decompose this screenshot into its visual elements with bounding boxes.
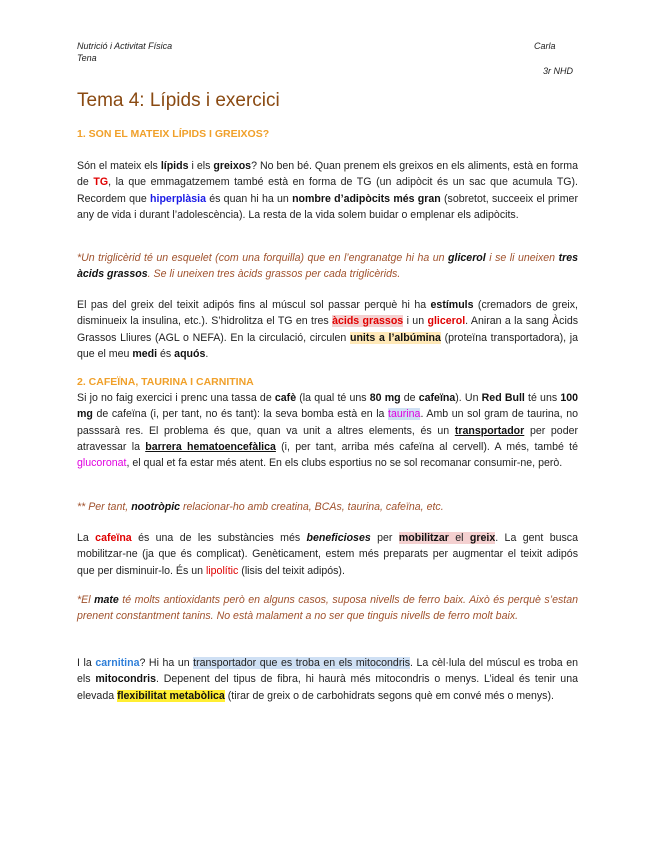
section-1-paragraph-1: Són el mateix els lípids i els greixos? No ben bé. Quan prenem els greixos en els aliments, està en forma de TG, la que emmagatzemem també està en forma de TG (un adipòcit és un sac que acumula TG). Recordem que hiperplàsia és quan hi ha un nombre d’adipòcits més gran (sobretot, succeeix el primer any de vida i durant l’adolescència). La resta de la vida solem buidar o emplenar els adipòcits. (77, 160, 578, 221)
section-2-paragraph-3: I la carnitina? Hi ha un transportador que es troba en els mitocondris. La cèl·lula del múscul es troba en els mitocondris. Depenent del tipus de fibra, hi haurà més mitocondris o menys. L’ideal és tenir una elevada flexibilitat metabòlica (tirar de greix o de carbohidrats segons què em convé més o menys). (77, 657, 579, 702)
header-subject: Nutrició i Activitat Física Tena (77, 41, 173, 63)
section-2-paragraph-1: Si jo no faig exercici i prenc una tassa de cafè (la qual té uns 80 mg de cafeïna). Un Red Bull té uns 100 mg de cafeïna (i, per tant, no és tant): la seva bomba està en la taurina. Amb un sol gram de taurina, no passsarà res. El problema és que, quan va unit a altres elements, és un transportador per poder atravessar la barrera hematoencefàlica (i, per tant, arriba més cafeïna al cervell). A més, també té glucoronat, el qual et fa estar més atent. En els clubs esportius no se sol recomanar consumir-ne, però. (77, 392, 579, 470)
section-1-paragraph-2: El pas del greix del teixit adipós fins al múscul sol passar perquè hi ha estímuls (cremadors de greix, disminueix la insulina, etc.). S’hidrolitza el TG en tres àcids grassos i un glicerol. Aniran a la sang Àcids Grassos Lliures (AGL o NEFA). En la circulació, circulen units a l’albúmina (proteïna transportadora), ja que el meu medi és aquós. (77, 299, 579, 360)
section-2-note-1: ** Per tant, nootròpic relacionar-ho amb creatina, BCAs, taurina, cafeïna, etc. (77, 501, 444, 513)
page-title: Tema 4: Lípids i exercici (77, 90, 280, 111)
section-2-heading: 2. CAFEÏNA, TAURINA I CARNITINA (77, 376, 254, 388)
section-2-note-2: *El mate té molts antioxidants però en alguns casos, suposa nivells de ferro baix. Això és perquè s’estan prenent constantment tanins. No està malament a no ser que tinguis nivells de ferro molt baix. (77, 594, 578, 623)
section-2-paragraph-2: La cafeïna és una de les substàncies més beneficioses per mobilitzar el greix. La gent busca mobilitzar-ne (ja que és complicat). Genèticament, estem més preparats per augmentar el teixit adipós que per disminuir-lo. És un lipolític (lisis del teixit adipós). (77, 532, 578, 577)
section-1-heading: 1. SON EL MATEIX LÍPIDS I GREIXOS? (77, 128, 270, 140)
header-author: Carla (534, 41, 556, 51)
section-1-note: *Un triglicèrid té un esquelet (com una forquilla) que en l’engranatge hi ha un glicerol i se li uneixen tres àcids grassos. Se li uneixen tres àcids grassos per cada triglicèrids. (77, 252, 578, 281)
header-course: 3r NHD (543, 66, 574, 76)
